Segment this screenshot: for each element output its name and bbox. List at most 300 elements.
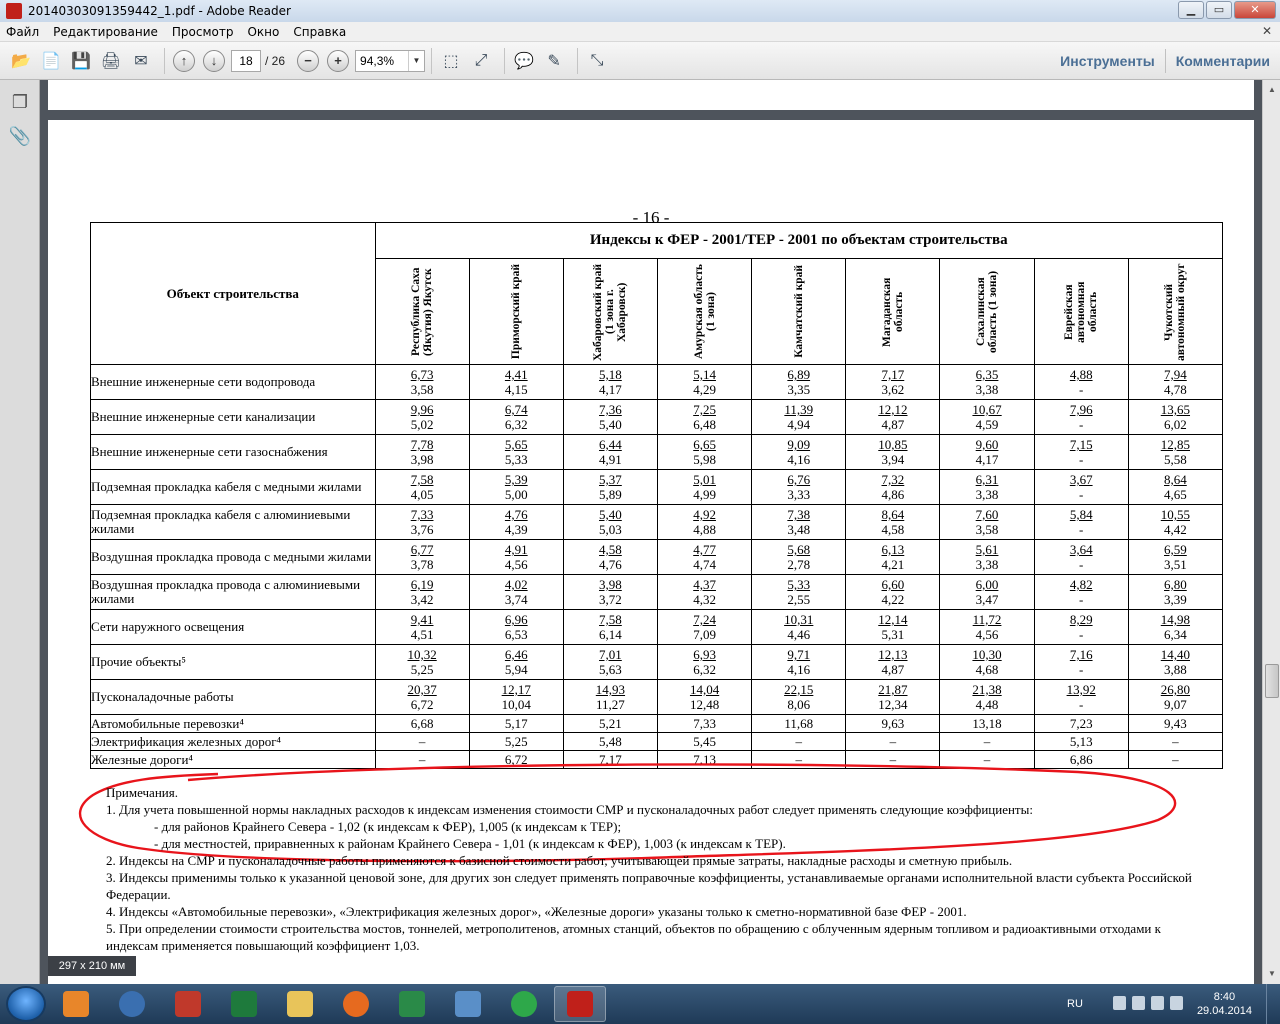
value-top: 8,64 bbox=[1164, 472, 1187, 487]
value-bottom: 4,58 bbox=[881, 522, 905, 537]
value-bottom: 4,88 bbox=[693, 522, 716, 537]
value-bottom: 6,32 bbox=[693, 662, 716, 677]
vertical-scrollbar[interactable] bbox=[1262, 80, 1280, 984]
value-cell: 5,13 bbox=[1034, 733, 1128, 751]
value-bottom: 12,48 bbox=[689, 697, 720, 712]
value-bottom: 3,58 bbox=[975, 522, 999, 537]
value-cell: 9,43 bbox=[1128, 715, 1222, 733]
row-name: Пусконаладочные работы bbox=[91, 680, 376, 715]
value-cell bbox=[469, 680, 563, 715]
value-top: 6,60 bbox=[881, 577, 905, 592]
menu-window[interactable]: Окно bbox=[247, 24, 280, 39]
value-bottom: 4,65 bbox=[1164, 487, 1187, 502]
close-button[interactable]: ✕ bbox=[1234, 1, 1276, 19]
value-top: 20,37 bbox=[407, 682, 437, 697]
value-top: 7,38 bbox=[787, 507, 811, 522]
value-top: 7,58 bbox=[599, 612, 622, 627]
value-cell: 5,25 bbox=[469, 733, 563, 751]
value-cell bbox=[563, 400, 657, 435]
email-icon[interactable]: ✉ bbox=[134, 52, 148, 70]
show-desktop-button[interactable] bbox=[1266, 984, 1280, 1024]
value-top: 3,64 bbox=[1069, 542, 1093, 557]
value-bottom: - bbox=[1079, 452, 1084, 467]
value-top: 12,14 bbox=[878, 612, 908, 627]
value-top: 5,40 bbox=[599, 507, 622, 522]
value-bottom: 5,00 bbox=[504, 487, 528, 502]
value-bottom: 8,06 bbox=[787, 697, 811, 712]
value-top: 4,91 bbox=[504, 542, 528, 557]
value-cell bbox=[752, 470, 846, 505]
value-top: 6,00 bbox=[975, 577, 999, 592]
value-top: 10,55 bbox=[1160, 507, 1191, 522]
value-cell: – bbox=[1128, 733, 1222, 751]
value-bottom: 3,76 bbox=[410, 522, 434, 537]
value-cell bbox=[375, 610, 469, 645]
region-label: Амурская область (1 зона) bbox=[692, 264, 717, 359]
value-top: 11,39 bbox=[784, 402, 814, 417]
value-top: 7,58 bbox=[410, 472, 434, 487]
value-bottom: 3,98 bbox=[410, 452, 434, 467]
value-bottom: 4,99 bbox=[693, 487, 716, 502]
value-bottom: 11,27 bbox=[596, 697, 625, 712]
pages-icon[interactable]: ❐ bbox=[11, 91, 29, 112]
value-top: 6,96 bbox=[504, 612, 528, 627]
plus-icon: + bbox=[327, 50, 349, 72]
value-bottom: 3,51 bbox=[1164, 557, 1187, 572]
value-cell bbox=[846, 575, 940, 610]
scroll-up-icon[interactable]: ▲ bbox=[1268, 85, 1276, 94]
value-bottom: 6,14 bbox=[599, 627, 622, 642]
taskbar-excel[interactable] bbox=[218, 986, 270, 1022]
zoom-select[interactable] bbox=[355, 50, 425, 72]
value-cell bbox=[940, 575, 1034, 610]
value-top: 7,94 bbox=[1164, 367, 1187, 382]
menu-view[interactable]: Просмотр bbox=[171, 24, 234, 39]
value-bottom: 9,07 bbox=[1164, 697, 1187, 712]
value-bottom: 4,32 bbox=[693, 592, 716, 607]
clock[interactable] bbox=[1197, 990, 1252, 1018]
row-name: Воздушная прокладка провода с алюминиевыми жилами bbox=[91, 575, 376, 610]
value-cell bbox=[846, 505, 940, 540]
value-bottom: 3,72 bbox=[599, 592, 622, 607]
value-bottom: 3,94 bbox=[881, 452, 905, 467]
table-row bbox=[91, 400, 1223, 435]
table-row bbox=[91, 733, 1223, 751]
fit-width-icon[interactable]: ⤢ bbox=[474, 51, 488, 69]
value-top: 6,19 bbox=[410, 577, 434, 592]
value-top: 10,32 bbox=[407, 647, 437, 662]
arrow-up-icon: ↑ bbox=[173, 50, 195, 72]
value-cell: – bbox=[1128, 751, 1222, 769]
note-4: 4. Индексы «Автомобильные перевозки», «Электрификация железных дорог», «Железные дороги» указаны только к сметно-нормативной базе ФЕР - 2001. bbox=[106, 904, 967, 919]
value-cell bbox=[658, 470, 752, 505]
start-button[interactable] bbox=[6, 986, 46, 1022]
navigation-panel bbox=[0, 80, 40, 984]
value-top: 6,76 bbox=[787, 472, 811, 487]
value-cell bbox=[752, 645, 846, 680]
value-top: 8,64 bbox=[881, 507, 905, 522]
value-cell bbox=[1128, 680, 1222, 715]
value-top: 5,65 bbox=[504, 437, 528, 452]
taskbar-thunderbird[interactable] bbox=[106, 986, 158, 1022]
next-page-button[interactable] bbox=[201, 48, 227, 74]
value-top: 6,59 bbox=[1164, 542, 1187, 557]
previous-page bbox=[48, 80, 1254, 110]
value-cell bbox=[469, 610, 563, 645]
value-cell bbox=[1034, 610, 1128, 645]
comments-button[interactable]: Комментарии bbox=[1175, 53, 1270, 69]
value-top: 14,93 bbox=[595, 682, 626, 697]
value-cell bbox=[1034, 470, 1128, 505]
toolbar-separator bbox=[577, 48, 578, 74]
value-cell: – bbox=[940, 751, 1034, 769]
value-bottom: 12,34 bbox=[878, 697, 908, 712]
value-bottom: 2,78 bbox=[787, 557, 811, 572]
network-icon[interactable] bbox=[1132, 996, 1145, 1010]
tools-button[interactable]: Инструменты bbox=[1060, 53, 1155, 69]
table-row bbox=[91, 540, 1223, 575]
value-bottom: 5,40 bbox=[599, 417, 622, 432]
scroll-thumb[interactable] bbox=[1265, 664, 1279, 698]
value-cell bbox=[1034, 400, 1128, 435]
value-top: 6,65 bbox=[693, 437, 716, 452]
value-top: 10,67 bbox=[972, 402, 1002, 417]
row-name: Подземная прокладка кабеля с медными жилами bbox=[91, 470, 376, 505]
create-pdf-icon[interactable]: 📄 bbox=[41, 52, 61, 70]
region-header bbox=[940, 259, 1034, 365]
value-bottom: - bbox=[1079, 417, 1084, 432]
zoom-in-button[interactable] bbox=[325, 48, 351, 74]
region-header bbox=[752, 259, 846, 365]
value-top: 7,96 bbox=[1069, 402, 1093, 417]
value-bottom: - bbox=[1079, 487, 1084, 502]
value-bottom: 5,33 bbox=[504, 452, 528, 467]
value-cell bbox=[940, 680, 1034, 715]
value-cell bbox=[1128, 365, 1222, 400]
value-top: 26,80 bbox=[1160, 682, 1191, 697]
region-header bbox=[1034, 259, 1128, 365]
value-top: 4,77 bbox=[693, 542, 716, 557]
value-bottom: 4,16 bbox=[787, 662, 811, 677]
clock-time: 8:40 bbox=[1213, 991, 1236, 1003]
value-cell bbox=[563, 680, 657, 715]
taskbar-update-app[interactable] bbox=[498, 986, 550, 1022]
value-top: 6,77 bbox=[410, 542, 434, 557]
value-cell bbox=[846, 680, 940, 715]
value-bottom: 4,15 bbox=[504, 382, 528, 397]
value-top: 12,13 bbox=[878, 647, 908, 662]
tray-arrow-icon[interactable] bbox=[1113, 996, 1126, 1010]
chevron-down-icon[interactable]: ▼ bbox=[408, 51, 424, 71]
value-bottom: - bbox=[1079, 522, 1084, 537]
tray-icons bbox=[1113, 996, 1183, 1012]
page-number-label: - 16 - bbox=[632, 208, 670, 227]
page-number-input[interactable]: 18 bbox=[231, 50, 261, 72]
table-body bbox=[91, 365, 1223, 769]
taskbar-adobe-reader[interactable] bbox=[554, 986, 606, 1022]
scroll-down-icon[interactable]: ▼ bbox=[1268, 969, 1276, 978]
value-cell bbox=[752, 680, 846, 715]
document-close-icon[interactable]: ✕ bbox=[1261, 24, 1272, 38]
value-cell bbox=[658, 505, 752, 540]
value-cell: – bbox=[375, 733, 469, 751]
window-controls bbox=[1178, 1, 1276, 19]
value-top: 6,80 bbox=[1164, 577, 1187, 592]
region-header bbox=[563, 259, 657, 365]
value-cell bbox=[752, 365, 846, 400]
region-label: Сахалинская область (1 зона) bbox=[975, 270, 1000, 353]
region-header bbox=[846, 259, 940, 365]
value-cell bbox=[469, 365, 563, 400]
region-header bbox=[469, 259, 563, 365]
row-name: Подземная прокладка кабеля с алюминиевыми жилами bbox=[91, 505, 376, 540]
note-1a: - для районов Крайнего Севера - 1,02 (к индексам к ФЕР), 1,005 (к индексам к ТЕР); bbox=[154, 819, 622, 834]
value-bottom: 4,56 bbox=[975, 627, 999, 642]
value-cell bbox=[563, 505, 657, 540]
menu-file[interactable]: Файл bbox=[6, 24, 40, 39]
value-cell: 5,17 bbox=[469, 715, 563, 733]
minus-icon: − bbox=[297, 50, 319, 72]
save-icon[interactable]: 💾 bbox=[71, 52, 91, 70]
value-bottom: 6,34 bbox=[1164, 627, 1187, 642]
value-top: 14,04 bbox=[689, 682, 720, 697]
value-cell bbox=[375, 435, 469, 470]
value-bottom: 5,03 bbox=[599, 522, 622, 537]
minimize-button[interactable]: ▁ bbox=[1178, 1, 1204, 19]
comment-icon[interactable]: 💬 bbox=[514, 52, 534, 70]
value-bottom: 5,94 bbox=[504, 662, 528, 677]
value-bottom: 3,33 bbox=[787, 487, 811, 502]
value-cell bbox=[469, 540, 563, 575]
value-cell bbox=[846, 365, 940, 400]
value-bottom: 4,51 bbox=[410, 627, 434, 642]
system-tray bbox=[1067, 984, 1280, 1024]
table-row bbox=[91, 715, 1223, 733]
language-indicator[interactable]: RU bbox=[1067, 998, 1083, 1010]
value-top: 14,98 bbox=[1160, 612, 1191, 627]
group-header: Индексы к ФЕР - 2001/ТЕР - 2001 по объектам строительства bbox=[375, 223, 1222, 259]
value-top: 13,92 bbox=[1066, 682, 1096, 697]
value-cell bbox=[658, 435, 752, 470]
value-bottom: - bbox=[1079, 382, 1084, 397]
zoom-out-button[interactable] bbox=[295, 48, 321, 74]
object-header: Объект строительства bbox=[91, 223, 376, 365]
value-cell bbox=[563, 610, 657, 645]
value-bottom: 3,47 bbox=[975, 592, 999, 607]
value-cell bbox=[752, 575, 846, 610]
value-bottom: 5,58 bbox=[1164, 452, 1187, 467]
table-row bbox=[91, 751, 1223, 769]
value-top: 6,73 bbox=[410, 367, 434, 382]
value-cell bbox=[846, 400, 940, 435]
taskbar-abc4[interactable] bbox=[442, 986, 494, 1022]
attachment-icon[interactable]: 📎 bbox=[8, 125, 32, 146]
value-cell bbox=[1128, 610, 1222, 645]
value-top: 6,35 bbox=[975, 367, 999, 382]
table-row bbox=[91, 610, 1223, 645]
value-bottom: 4,94 bbox=[787, 417, 811, 432]
page-total: / 26 bbox=[265, 53, 286, 68]
value-cell bbox=[469, 575, 563, 610]
value-bottom: - bbox=[1079, 697, 1084, 712]
notes-title: Примечания. bbox=[106, 785, 178, 800]
value-bottom: 5,63 bbox=[599, 662, 622, 677]
region-header bbox=[375, 259, 469, 365]
value-bottom: 4,46 bbox=[787, 627, 811, 642]
value-top: 6,74 bbox=[504, 402, 528, 417]
value-cell bbox=[752, 610, 846, 645]
value-bottom: 4,39 bbox=[504, 522, 528, 537]
value-top: 6,13 bbox=[881, 542, 905, 557]
value-bottom: 4,87 bbox=[881, 417, 905, 432]
menu-help[interactable]: Справка bbox=[293, 24, 347, 39]
value-cell: 7,13 bbox=[658, 751, 752, 769]
document-viewer[interactable] bbox=[40, 80, 1262, 984]
value-top: 21,38 bbox=[972, 682, 1002, 697]
region-label: Приморский край bbox=[510, 263, 523, 360]
print-icon[interactable]: 🖨 bbox=[100, 52, 122, 70]
value-bottom: 7,09 bbox=[693, 627, 716, 642]
value-top: 8,29 bbox=[1069, 612, 1093, 627]
value-bottom: 4,68 bbox=[975, 662, 999, 677]
value-cell: – bbox=[940, 733, 1034, 751]
value-cell bbox=[846, 435, 940, 470]
value-top: 7,24 bbox=[693, 612, 716, 627]
value-cell bbox=[940, 435, 1034, 470]
region-header bbox=[658, 259, 752, 365]
row-name: Электрификация железных дорог⁴ bbox=[91, 733, 376, 751]
highlight-icon[interactable]: ✎ bbox=[547, 52, 561, 70]
title-bar bbox=[0, 0, 1280, 22]
value-cell bbox=[846, 610, 940, 645]
open-icon[interactable]: 📂 bbox=[11, 52, 31, 70]
value-bottom: 4,48 bbox=[975, 697, 999, 712]
taskbar-media-player[interactable] bbox=[50, 986, 102, 1022]
notes bbox=[106, 784, 1206, 954]
value-cell bbox=[375, 645, 469, 680]
taskbar-app-blocks[interactable] bbox=[162, 986, 214, 1022]
value-bottom: 4,87 bbox=[881, 662, 905, 677]
value-cell bbox=[375, 680, 469, 715]
previous-page-button[interactable] bbox=[171, 48, 197, 74]
value-cell bbox=[469, 470, 563, 505]
fit-page-icon[interactable]: ⬚ bbox=[443, 52, 459, 70]
taskbar-explorer[interactable] bbox=[274, 986, 326, 1022]
value-cell bbox=[469, 505, 563, 540]
value-cell bbox=[563, 470, 657, 505]
value-cell: 11,68 bbox=[752, 715, 846, 733]
region-label: Чукотский автономный округ bbox=[1163, 262, 1188, 361]
table-row bbox=[91, 435, 1223, 470]
flag-icon[interactable] bbox=[1151, 996, 1164, 1010]
value-bottom: 4,17 bbox=[599, 382, 622, 397]
value-top: 3,98 bbox=[599, 577, 622, 592]
value-bottom: 4,86 bbox=[881, 487, 905, 502]
value-cell bbox=[563, 575, 657, 610]
value-cell bbox=[846, 470, 940, 505]
value-cell bbox=[752, 505, 846, 540]
value-top: 7,25 bbox=[693, 402, 716, 417]
volume-icon[interactable] bbox=[1170, 996, 1183, 1010]
value-cell bbox=[940, 645, 1034, 680]
menu-bar bbox=[0, 22, 1280, 42]
menu-edit[interactable]: Редактирование bbox=[53, 24, 158, 39]
value-cell bbox=[658, 645, 752, 680]
value-bottom: 3,38 bbox=[975, 557, 999, 572]
window-title: 20140303091359442_1.pdf - Adobe Reader bbox=[28, 4, 291, 18]
value-cell bbox=[940, 610, 1034, 645]
value-bottom: 5,98 bbox=[693, 452, 716, 467]
table-row bbox=[91, 470, 1223, 505]
value-bottom: - bbox=[1079, 592, 1084, 607]
expand-icon[interactable]: ⤡ bbox=[590, 51, 604, 69]
table-row bbox=[91, 505, 1223, 540]
value-cell bbox=[563, 645, 657, 680]
value-bottom: 2,55 bbox=[787, 592, 811, 607]
value-top: 6,44 bbox=[599, 437, 622, 452]
value-cell: 9,63 bbox=[846, 715, 940, 733]
value-bottom: 6,32 bbox=[504, 417, 528, 432]
value-bottom: 4,91 bbox=[599, 452, 622, 467]
value-top: 7,78 bbox=[410, 437, 434, 452]
page-size-tooltip: 297 x 210 мм bbox=[48, 956, 136, 976]
maximize-button[interactable]: ▭ bbox=[1206, 1, 1232, 19]
value-top: 6,46 bbox=[504, 647, 528, 662]
value-cell bbox=[658, 400, 752, 435]
value-cell: 13,18 bbox=[940, 715, 1034, 733]
value-top: 9,09 bbox=[787, 437, 811, 452]
value-cell bbox=[1034, 365, 1128, 400]
value-cell: 6,68 bbox=[375, 715, 469, 733]
toolbar-separator bbox=[431, 48, 432, 74]
value-top: 12,85 bbox=[1160, 437, 1191, 452]
value-bottom: 3,42 bbox=[410, 592, 434, 607]
value-cell: 6,86 bbox=[1034, 751, 1128, 769]
toolbar-separator bbox=[504, 48, 505, 74]
value-top: 13,65 bbox=[1160, 402, 1191, 417]
value-top: 10,31 bbox=[784, 612, 814, 627]
value-top: 14,40 bbox=[1160, 647, 1191, 662]
value-cell bbox=[752, 540, 846, 575]
value-cell bbox=[563, 365, 657, 400]
region-label: Магаданская область bbox=[880, 276, 905, 347]
row-name: Прочие объекты⁵ bbox=[91, 645, 376, 680]
value-cell: 7,33 bbox=[658, 715, 752, 733]
value-cell bbox=[375, 400, 469, 435]
value-bottom: 4,76 bbox=[599, 557, 622, 572]
row-name: Внешние инженерные сети водопровода bbox=[91, 365, 376, 400]
value-top: 4,82 bbox=[1069, 577, 1093, 592]
value-cell bbox=[1034, 505, 1128, 540]
value-top: 7,01 bbox=[599, 647, 622, 662]
value-cell bbox=[752, 435, 846, 470]
taskbar-firefox[interactable] bbox=[330, 986, 382, 1022]
value-top: 5,33 bbox=[787, 577, 811, 592]
table-row bbox=[91, 575, 1223, 610]
row-name: Автомобильные перевозки⁴ bbox=[91, 715, 376, 733]
value-cell: 5,48 bbox=[563, 733, 657, 751]
pdf-page bbox=[48, 120, 1254, 984]
taskbar-excel-2[interactable] bbox=[386, 986, 438, 1022]
value-cell bbox=[1034, 575, 1128, 610]
value-cell: 5,21 bbox=[563, 715, 657, 733]
value-bottom: 5,02 bbox=[410, 417, 434, 432]
value-cell bbox=[1128, 540, 1222, 575]
value-top: 5,14 bbox=[693, 367, 716, 382]
region-label: Республика Саха (Якутия) Якутск bbox=[410, 267, 435, 356]
value-bottom: 4,16 bbox=[787, 452, 811, 467]
value-bottom: - bbox=[1079, 662, 1084, 677]
